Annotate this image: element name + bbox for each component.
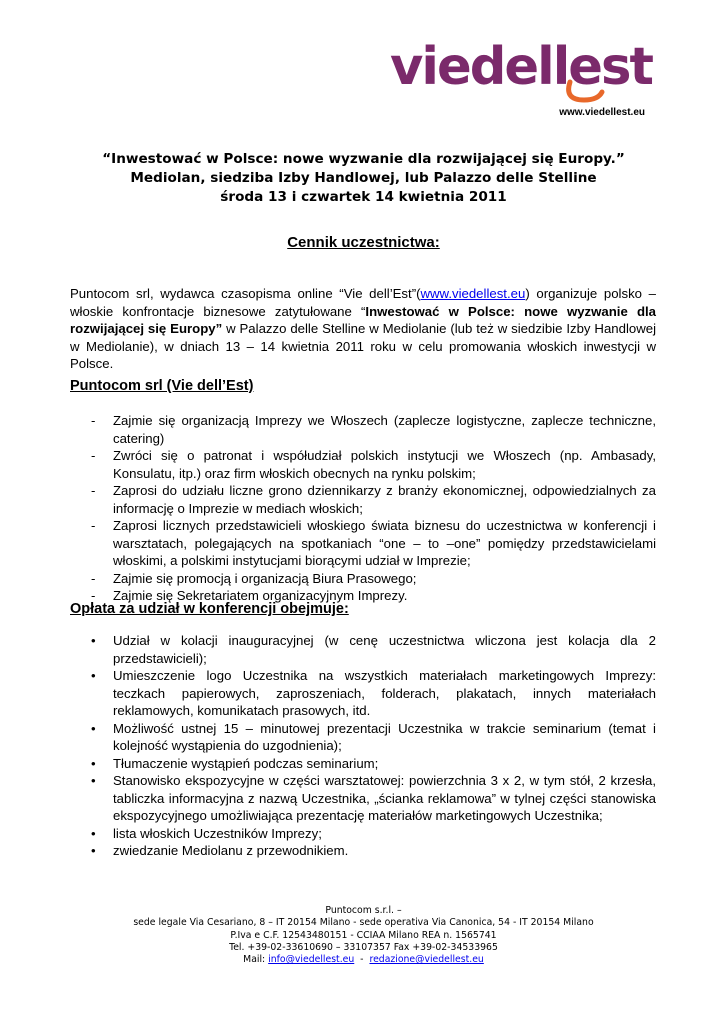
mail-label: Mail: — [243, 954, 269, 966]
list-item: • Możliwość ustnej 15 – minutowej prezentacji Uczestnika w trakcie seminarium (temat i kolejność wystąpienia do uzgodnienia); — [91, 720, 656, 753]
list-item: - Zaprosi licznych przedstawicieli włoskiego świata biznesu do uczestnictwa w konferencji i warsztatach, polegających na spotkaniach “one – to –one” pomiędzy przedstawicielami włoskimi, a polskimi instytucjami biorącymi udział w Imprezie; — [91, 518, 656, 568]
footer-address: sede legale Via Cesariano, 8 – IT 20154 Milano - sede operativa Via Canonica, 54 - IT 20154 Milano — [133, 917, 594, 929]
dash-marker: - — [91, 588, 96, 603]
list-item: - Zaprosi do udziału liczne grono dziennikarzy z branży ekonomicznej, odpowiedzialnych za informację o Imprezie w mediach włoskich; — [91, 483, 656, 516]
dash-marker: - — [91, 448, 96, 463]
list-item: • Udział w kolacji inauguracyjnej (w cenę uczestnictwa wliczona jest kolacja dla 2 przedstawicieli); — [91, 633, 656, 666]
company-footer — [70, 905, 657, 966]
redazione-email-link[interactable]: redazione@viedellest.eu — [369, 954, 484, 966]
bullet-marker: • — [91, 668, 96, 683]
bullet-marker: • — [91, 633, 96, 648]
list-item: - Zwróci się o patronat i współudział polskich instytucji we Włoszech (np. Ambasady, Konsulatu, itp.) oraz firm włoskich obecnych na rynku polskim; — [91, 448, 656, 481]
footer-company-name: Puntocom s.r.l. – — [325, 905, 402, 916]
bullet-marker: • — [91, 843, 96, 858]
bullet-marker: • — [91, 755, 96, 771]
list-item: • Tłumaczenie wystąpień podczas seminarium; — [91, 755, 379, 771]
website-url: www.viedellest.eu — [559, 107, 645, 118]
list-item: - Zajmie się promocją i organizacją Biura Prasowego; — [91, 570, 417, 586]
fee-includes-heading: Opłata za udział w konferencji obejmuje: — [70, 601, 349, 617]
event-date-line: środa 13 i czwartek 14 kwietnia 2011 — [220, 189, 507, 205]
list-item: • zwiedzanie Mediolanu z przewodnikiem. — [91, 843, 349, 858]
dash-marker: - — [91, 483, 96, 498]
list-item: - Zajmie się organizacją Imprezy we Włoszech (zaplecze logistyczne, zaplecze techniczne, catering) — [91, 413, 656, 446]
list-item: • Umieszczenie logo Uczestnika na wszystkich materiałach marketingowych Imprezy: teczkach papierowych, zaproszeniach, folderach, plakatach, innych materiałach reklamowych, komunikatach prasowych, itd. — [91, 668, 656, 718]
intro-text: w Palazzo delle Stelline w Mediolanie (lub też w siedzibie Izby Handlowej w Mediolanie), w dniach 13 – 14 kwietnia 2011 roku w celu promowania włoskich inwestycji w Polsce. — [70, 321, 656, 371]
bullet-marker: • — [91, 773, 96, 788]
list-item: • Stanowisko ekspozycyjne w części warsztatowej: powierzchnia 3 x 2, w tym stół, 2 krzesła, tabliczka informacyjna z nazwą Uczestnika, „ścianka reklamowa” w tylnej części stanowiska ekspozycyjnego umożliwiająca prezentację materiałów marketingowych Uczestnika; — [91, 773, 656, 823]
bullet-marker: • — [91, 720, 96, 736]
dash-marker: - — [91, 413, 96, 428]
website-link[interactable]: www.viedellest.eu — [420, 286, 526, 301]
dash-marker: - — [91, 518, 96, 533]
info-email-link[interactable]: info@viedellest.eu — [268, 954, 355, 966]
mail-separator: - — [354, 954, 370, 966]
viedellest-logo — [388, 38, 658, 106]
intro-text: Puntocom srl, wydawca czasopisma online “Vie dell’Est”( — [70, 286, 421, 301]
event-location-line: Mediolan, siedziba Izby Handlowej, lub Palazzo delle Stelline — [130, 170, 597, 186]
list-item: - Zajmie się Sekretariatem organizacyjnym Imprezy. — [91, 588, 408, 603]
intro-paragraph — [70, 285, 656, 373]
logo-text: viedellest — [390, 38, 654, 97]
intro-event-name: Inwestować w Polsce: nowe wyzwanie dla rozwijającej się Europy” — [70, 303, 657, 336]
footer-phone-fax: Tel. +39-02-33610690 – 33107357 Fax +39-02-34533965 — [229, 941, 498, 953]
price-heading: Cennik uczestnictwa: — [287, 234, 440, 251]
footer-mail — [70, 954, 657, 966]
fee-includes-list — [91, 632, 656, 860]
dash-marker: - — [91, 570, 96, 586]
list-item: • lista włoskich Uczestników Imprezy; — [91, 825, 322, 841]
organizer-duties-list — [91, 412, 656, 605]
organizer-heading: Puntocom srl (Vie dell’Est) — [70, 378, 254, 394]
event-title — [70, 150, 657, 207]
footer-tax-info: P.Iva e C.F. 12543480151 - CCIAA Milano REA n. 1565741 — [230, 929, 497, 941]
intro-text: ) organizuje polsko – włoskie konfrontacje biznesowe zatytułowane “ — [70, 286, 656, 319]
event-title-line: “Inwestować w Polsce: nowe wyzwanie dla rozwijającej się Europy.” — [102, 151, 625, 167]
bullet-marker: • — [91, 825, 96, 841]
